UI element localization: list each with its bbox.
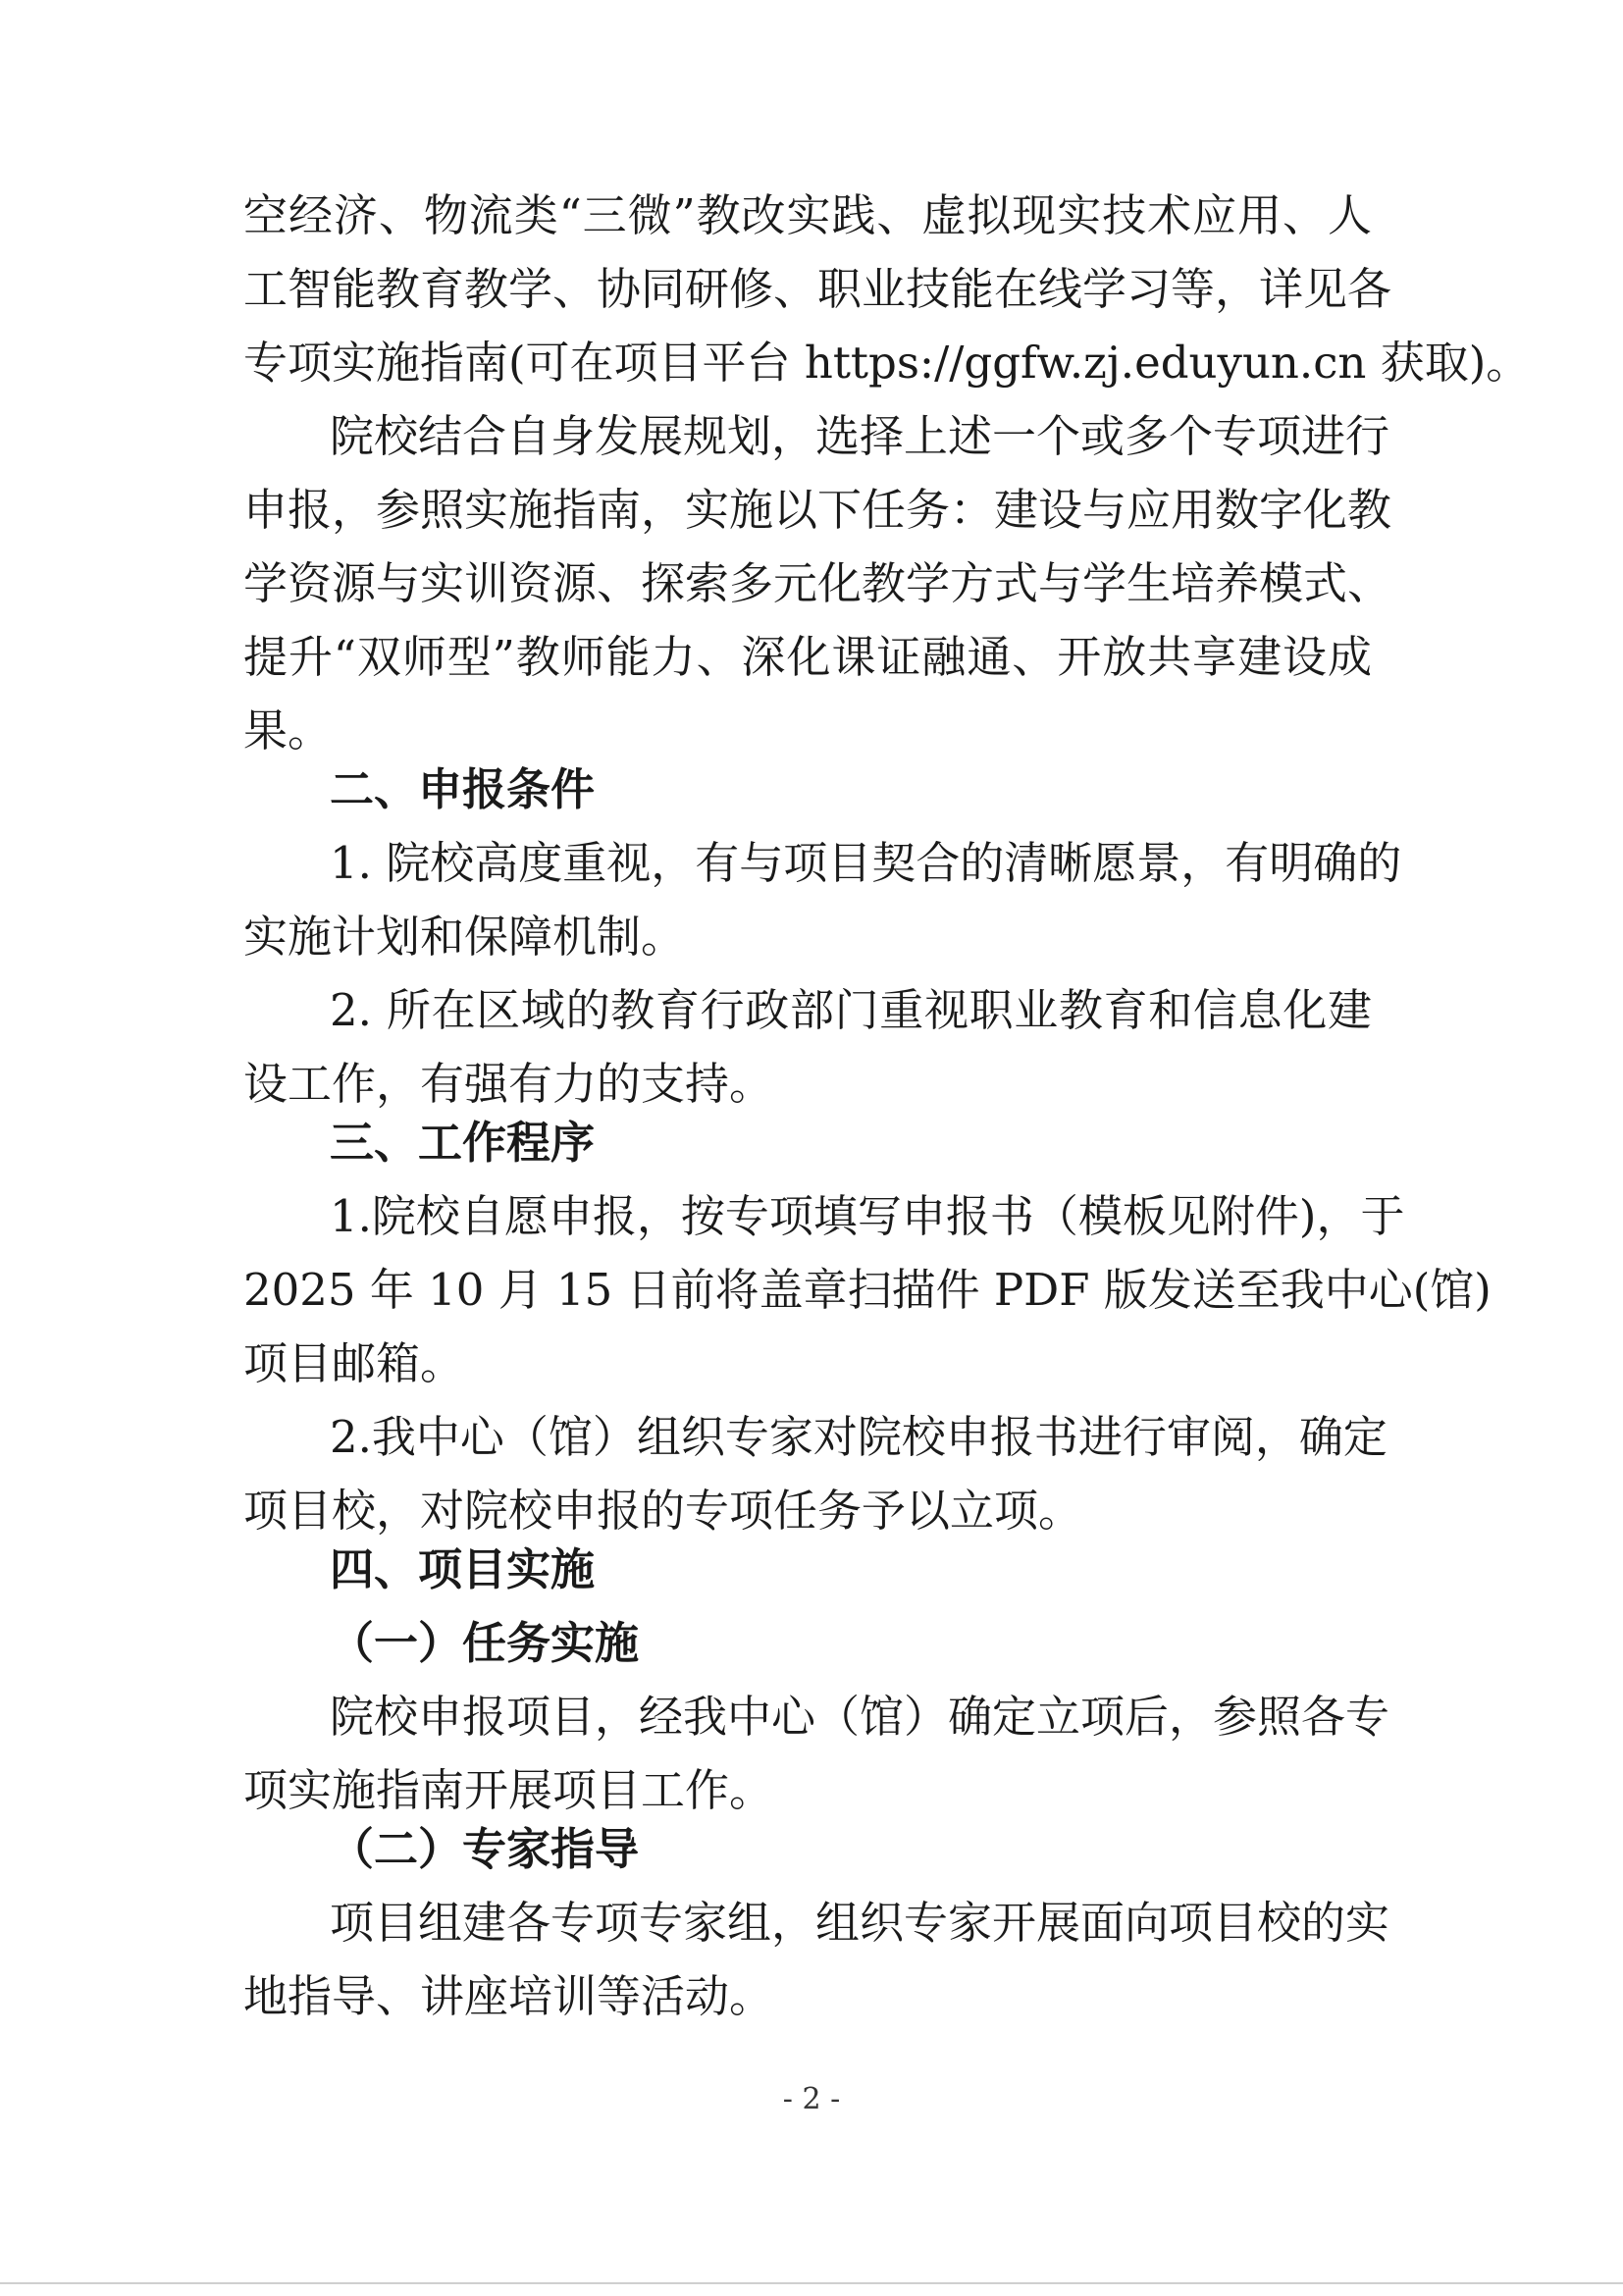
paragraph-line: 地指导、讲座培训等活动。	[243, 1970, 774, 2022]
paragraph-line: 1. 院校高度重视，有与项目契合的清晰愿景，有明确的	[330, 837, 1402, 889]
section-heading: 四、项目实施	[330, 1543, 596, 1595]
paragraph-line: 项实施指南开展项目工作。	[243, 1764, 774, 1816]
paragraph-line: 实施计划和保障机制。	[243, 911, 686, 963]
paragraph-line: 工智能教育教学、协同研修、职业技能在线学习等，详见各	[243, 263, 1392, 315]
paragraph-line: 2025 年 10 月 15 日前将盖章扫描件 PDF 版发送至我中心(馆)	[243, 1264, 1492, 1316]
paragraph-line: 2. 所在区域的教育行政部门重视职业教育和信息化建	[330, 984, 1372, 1036]
paragraph-line: 专项实施指南(可在项目平台 https://ggfw.zj.eduyun.cn 获取)。	[243, 337, 1531, 389]
paragraph-line: 提升“双师型”教师能力、深化课证融通、开放共享建设成	[243, 631, 1372, 683]
paragraph-line: 1.院校自愿申报，按专项填写申报书（模板见附件)，于	[330, 1190, 1405, 1242]
subsection-heading: （二）专家指导	[330, 1823, 640, 1875]
paragraph-line: 院校结合自身发展规划，选择上述一个或多个专项进行	[330, 410, 1390, 462]
subsection-heading: （一）任务实施	[330, 1617, 640, 1669]
paragraph-line: 院校申报项目，经我中心（馆）确定立项后，参照各专	[330, 1691, 1390, 1743]
section-heading: 三、工作程序	[330, 1117, 596, 1169]
paragraph-line: 2.我中心（馆）组织专家对院校申报书进行审阅，确定	[330, 1411, 1387, 1463]
paragraph-line: 申报，参照实施指南，实施以下任务：建设与应用数字化教	[243, 484, 1392, 536]
page-number: - 2 -	[782, 2082, 841, 2116]
paragraph-line: 学资源与实训资源、探索多元化教学方式与学生培养模式、	[243, 557, 1392, 609]
paragraph-line: 项目校，对院校申报的专项任务予以立项。	[243, 1485, 1083, 1537]
paragraph-line: 果。	[243, 704, 333, 757]
scan-edge-divider	[0, 2282, 1623, 2284]
paragraph-line: 项目邮箱。	[243, 1337, 465, 1389]
paragraph-line: 空经济、物流类“三微”教改实践、虚拟现实技术应用、人	[243, 189, 1372, 241]
paragraph-line: 设工作，有强有力的支持。	[243, 1058, 774, 1110]
section-heading: 二、申报条件	[330, 763, 596, 815]
paragraph-line: 项目组建各专项专家组，组织专家开展面向项目校的实	[330, 1897, 1390, 1949]
